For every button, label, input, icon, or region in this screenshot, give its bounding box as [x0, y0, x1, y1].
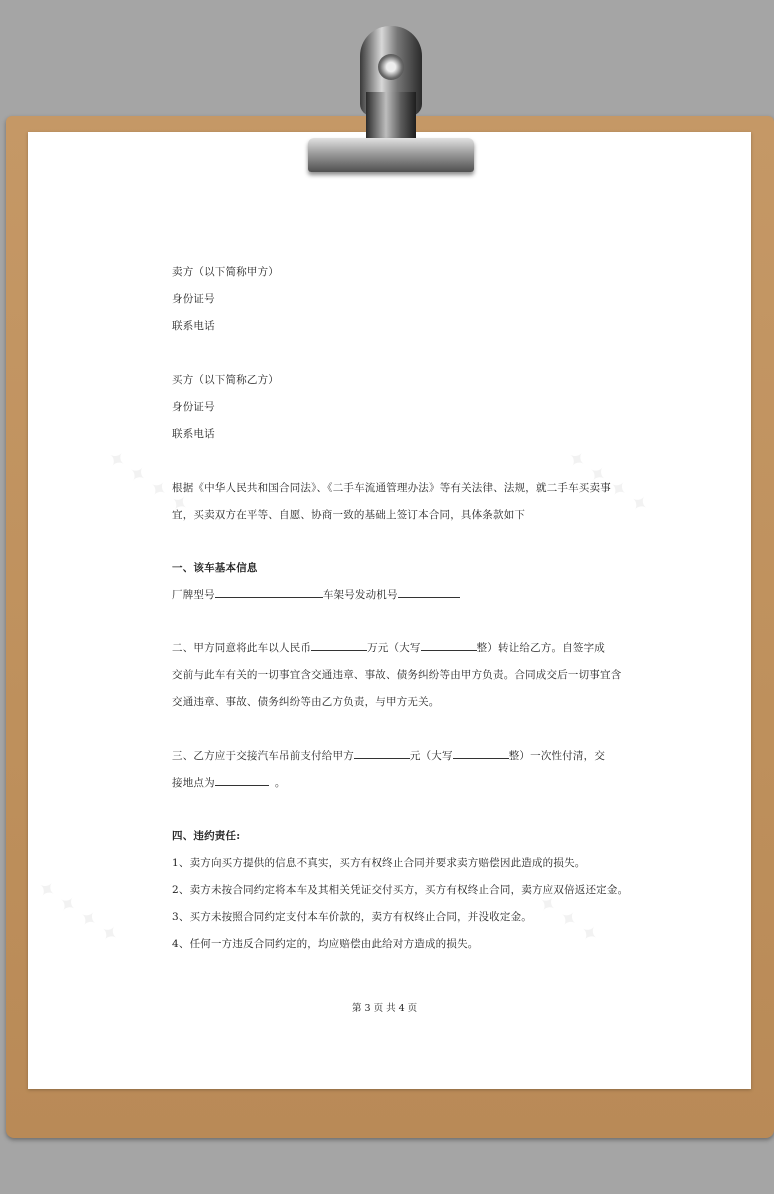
s3-part3: 整）一次性付清，交 [508, 750, 606, 762]
buyer-party: 买方（以下简称乙方） [172, 374, 279, 386]
section-4-item-3: 3、买方未按照合同约定支付本车价款的，卖方有权终止合同，并没收定金。 [172, 911, 532, 923]
watermark: ✦ ✦ ✦ ✦ [101, 445, 194, 520]
s2-part1: 二、甲方同意将此车以人民币 [172, 642, 312, 654]
section-4-item-1: 1、卖方向买方提供的信息不真实，买方有权终止合同并要求卖方赔偿因此造成的损失。 [172, 857, 586, 869]
clip-plate [308, 138, 474, 172]
brand-blank[interactable] [215, 587, 323, 598]
buyer-id-label: 身份证号 [172, 401, 215, 413]
section-4-title: 四、违约责任: [172, 830, 241, 842]
section-4-item-4: 4、任何一方违反合同约定的，均应赔偿由此给对方造成的损失。 [172, 938, 479, 950]
brand-label: 厂牌型号 [172, 589, 215, 601]
watermark: ✦ ✦ ✦ ✦ [31, 875, 124, 950]
page-number: 第 3 页 共 4 页 [352, 1003, 418, 1014]
s2-part3: 整）转让给乙方。自签字成 [476, 642, 606, 654]
price-blank[interactable] [311, 640, 367, 651]
buyer-phone-label: 联系电话 [172, 428, 215, 440]
binder-clip [300, 26, 476, 176]
s2-part2: 万元（大写 [367, 642, 421, 654]
section-2-line-1 [172, 640, 605, 655]
seller-party: 卖方（以下简称甲方） [172, 266, 279, 278]
clip-hole [378, 54, 404, 80]
payment-upper-blank[interactable] [453, 748, 509, 759]
section-1-title: 一、该车基本信息 [172, 562, 258, 574]
section-2-line-2: 交前与此车有关的一切事宜含交通违章、事故、债务纠纷等由甲方负责。合同成交后一切事宜含 [172, 669, 622, 681]
s3-part2: 元（大写 [409, 750, 453, 762]
section-2-line-3: 交通违章、事故、债务纠纷等由乙方负责，与甲方无关。 [172, 696, 440, 708]
seller-id-label: 身份证号 [172, 293, 215, 305]
s3-line2b: 。 [274, 777, 286, 789]
frame-engine-blank[interactable] [398, 587, 460, 598]
section-3-line-2 [172, 775, 286, 790]
section-4-item-2: 2、卖方未按合同约定将本车及其相关凭证交付买方，买方有权终止合同，卖方应双倍返还定金。 [172, 884, 629, 896]
price-upper-blank[interactable] [421, 640, 477, 651]
s3-part1: 三、乙方应于交接汽车吊前支付给甲方 [172, 750, 354, 762]
payment-blank[interactable] [354, 748, 410, 759]
watermark: ✦ ✦ ✦ ✦ [511, 875, 604, 950]
intro-line-2: 宜，买卖双方在平等、自愿、协商一致的基础上签订本合同，具体条款如下 [172, 509, 526, 521]
watermark: ✦ ✦ ✦ ✦ [561, 445, 654, 520]
section-3-line-1 [172, 748, 605, 763]
intro-line-1: 根据《中华人民共和国合同法》、《二手车流通管理办法》等有关法律、法规，就二手车买卖事 [172, 482, 611, 494]
seller-phone-label: 联系电话 [172, 320, 215, 332]
vehicle-info-line [172, 587, 460, 602]
s3-line2a: 接地点为 [172, 777, 215, 789]
delivery-place-blank[interactable] [215, 775, 269, 786]
frame-engine-label: 车架号发动机号 [322, 589, 398, 601]
